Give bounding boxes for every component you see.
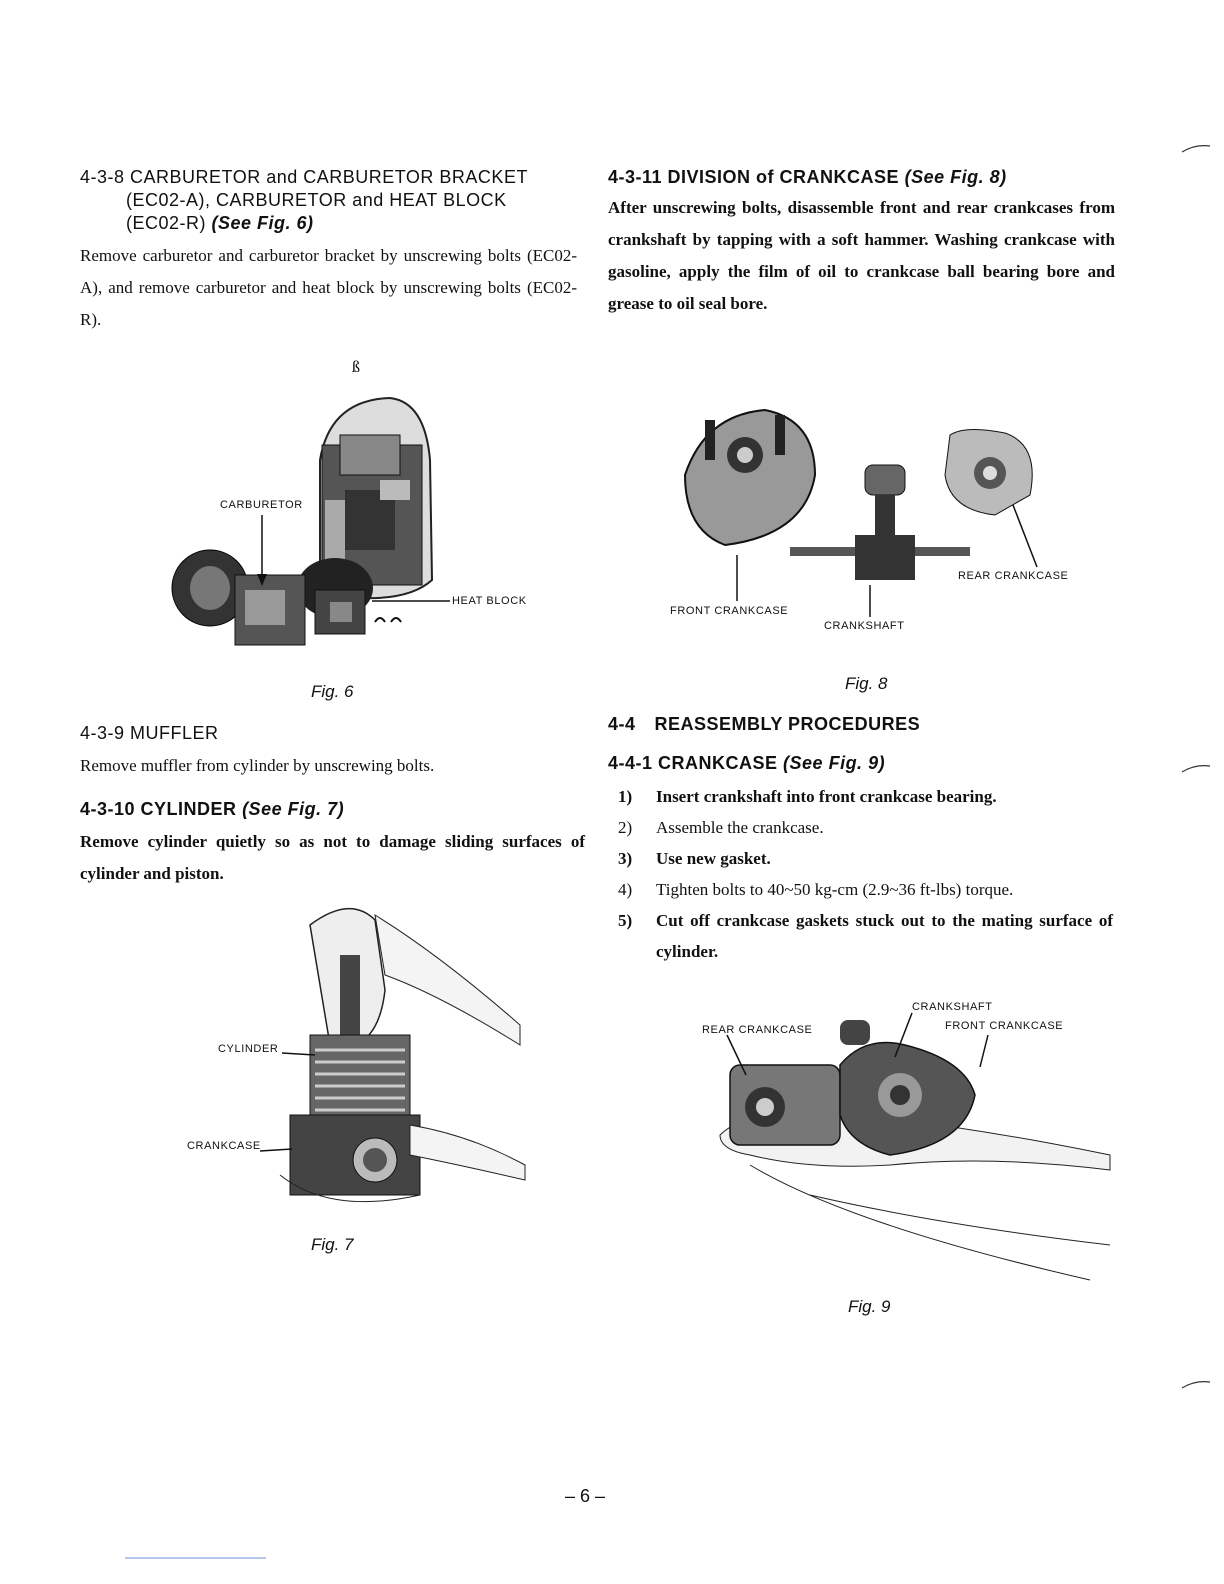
crankshaft-label: CRANKSHAFT <box>912 1001 993 1013</box>
fig-reference: (See Fig. 9) <box>783 753 886 773</box>
figure-8-caption: Fig. 8 <box>845 674 888 693</box>
figure-6-caption: Fig. 6 <box>311 682 354 701</box>
figure-7-caption: Fig. 7 <box>311 1235 354 1254</box>
step-3: 3) Use new gasket. <box>618 849 771 868</box>
section-title: REASSEMBLY PROCEDURES <box>654 714 921 734</box>
section-4-3-8-body: Remove carburetor and carburetor bracket by unscrewing bolts (EC02-A), and remove carburetor and heat block by unscrewing bolts (EC02-R). <box>80 246 577 329</box>
figure-9 <box>690 995 1120 1295</box>
rear-crankcase-label: REAR CRANKCASE <box>958 570 1069 582</box>
fig-reference: (See Fig. 8) <box>904 167 1007 187</box>
step-1: 1) Insert crankshaft into front crankcase bearing. <box>618 787 997 806</box>
section-4-4-heading <box>608 713 920 736</box>
section-4-4-1-heading: 4-4-1 CRANKCASE (See Fig. 9) <box>608 753 886 773</box>
section-number: 4-4 <box>608 714 636 734</box>
figure-6 <box>160 350 540 670</box>
figure-9-caption: Fig. 9 <box>848 1297 891 1316</box>
cylinder-label: CYLINDER <box>218 1043 279 1055</box>
fig-reference: (See Fig. 6) <box>211 213 314 233</box>
section-4-3-9-body: Remove muffler from cylinder by unscrewing bolts. <box>80 756 435 775</box>
section-4-3-8-heading <box>80 166 528 235</box>
heading-line-2: (EC02-A), CARBURETOR and HEAT BLOCK <box>126 190 507 210</box>
front-crankcase-label: FRONT CRANKCASE <box>670 605 789 617</box>
step-4: 4) Tighten bolts to 40~50 kg-cm (2.9~36 ft-lbs) torque. <box>618 880 1014 899</box>
section-4-3-10-heading: 4-3-10 CYLINDER (See Fig. 7) <box>80 799 345 819</box>
section-4-3-9-heading: 4-3-9 MUFFLER <box>80 723 219 743</box>
crankcase-assembly-illustration <box>690 995 1120 1295</box>
page-number: – 6 – <box>565 1486 606 1506</box>
step-2: 2) Assemble the crankcase. <box>618 818 824 837</box>
figure-7 <box>180 895 530 1235</box>
figure-8 <box>665 405 1095 640</box>
front-crankcase-label: FRONT CRANKCASE <box>945 1020 1064 1032</box>
section-4-3-10-body: Remove cylinder quietly so as not to damage sliding surfaces of cylinder and piston. <box>80 832 585 883</box>
section-4-3-11-heading: 4-3-11 DIVISION of CRANKCASE (See Fig. 8) <box>608 167 1007 187</box>
steps-list <box>618 781 1113 967</box>
heading-line-1: 4-3-8 CARBURETOR and CARBURETOR BRACKET <box>80 167 528 187</box>
crankcase-label: CRANKCASE <box>187 1140 261 1152</box>
heat-block-label: HEAT BLOCK <box>452 595 527 607</box>
step-5: 5) Cut off crankcase gaskets stuck out to the mating surface of cylinder. <box>618 911 1113 961</box>
svg-text:ß: ß <box>352 359 360 376</box>
rear-crankcase-label: REAR CRANKCASE <box>702 1024 813 1036</box>
cylinder-illustration <box>180 895 530 1235</box>
fig-reference: (See Fig. 7) <box>242 799 345 819</box>
section-4-3-11-body: After unscrewing bolts, disassemble front and rear crankcases from crankshaft by tapping with a soft hammer. Washing crankcase with gasoline, apply the film of oil to crankcase ball bearing bore and grease to oil seal bore. <box>608 198 1115 313</box>
crankshaft-label: CRANKSHAFT <box>824 620 905 632</box>
carburetor-label: CARBURETOR <box>220 499 303 511</box>
carburetor-illustration <box>160 350 540 670</box>
heading-line-3: (EC02-R) (See Fig. 6) <box>126 213 314 233</box>
